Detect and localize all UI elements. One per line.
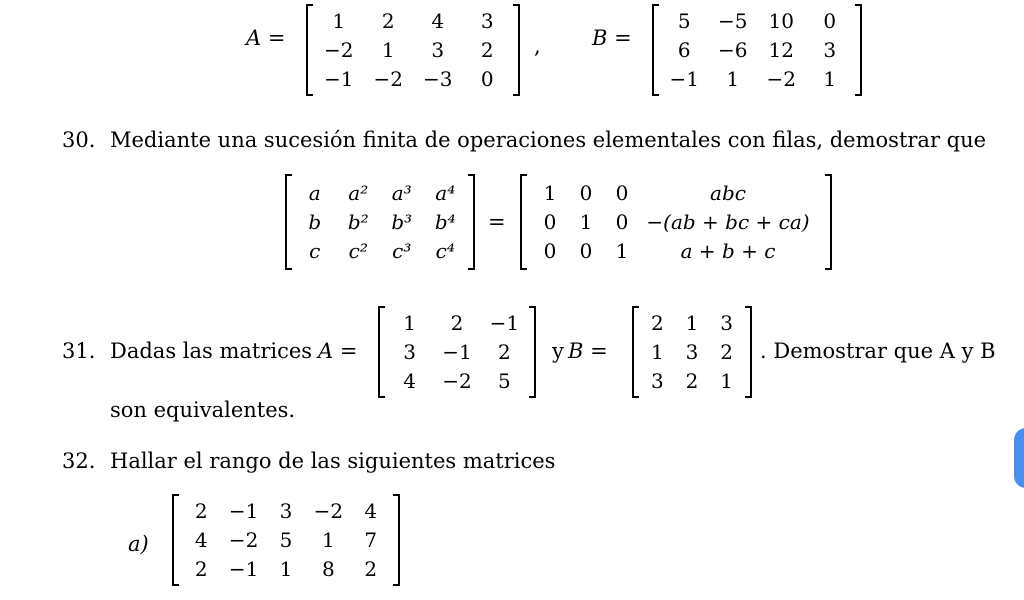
matrix-cell: 3 bbox=[403, 339, 417, 364]
matrix-cell: 2 bbox=[720, 339, 734, 364]
exercise-30-text: Mediante una sucesión finita de operaciones elementales con filas, demostrar que bbox=[110, 128, 987, 152]
matrix-cell: abc bbox=[710, 180, 746, 205]
matrix-cell: 12 bbox=[768, 37, 794, 62]
matrix-cell: −3 bbox=[423, 66, 453, 91]
exercise-32-number: 32. bbox=[62, 449, 96, 473]
matrix-cell: c³ bbox=[392, 238, 412, 263]
matrix-cell: −2 bbox=[228, 527, 259, 552]
matrix-cell: −1 bbox=[669, 66, 699, 91]
exercise-32-matrix bbox=[172, 494, 400, 586]
matrix-cell: 5 bbox=[279, 527, 293, 552]
matrix-cell: 2 bbox=[480, 37, 494, 62]
matrix-cell: 2 bbox=[497, 339, 511, 364]
exercise-31-matrix-b bbox=[632, 306, 752, 398]
matrix-cell: c⁴ bbox=[435, 238, 455, 263]
matrix-cell: −6 bbox=[718, 37, 748, 62]
matrix-cell: −1 bbox=[228, 556, 259, 581]
matrix-cell: c bbox=[309, 238, 321, 263]
matrix-cell: 10 bbox=[768, 8, 794, 33]
matrix-cell: 2 bbox=[381, 8, 395, 33]
matrix-cell: a bbox=[308, 180, 321, 205]
matrix-cell: −1 bbox=[324, 66, 354, 91]
matrix-a bbox=[306, 4, 520, 96]
matrix-cell: 1 bbox=[381, 37, 395, 62]
matrix-cell: a⁴ bbox=[435, 180, 456, 205]
matrix-cell: −1 bbox=[228, 498, 259, 523]
exercise-30-number: 30. bbox=[62, 128, 96, 152]
matrix-cell: 1 bbox=[322, 527, 335, 552]
matrix-cell: b³ bbox=[391, 209, 413, 234]
matrix-cell: 3 bbox=[431, 37, 445, 62]
matrix-cell: 3 bbox=[480, 8, 494, 33]
matrix-cell: 1 bbox=[403, 310, 417, 335]
matrix-cell: 4 bbox=[431, 8, 445, 33]
matrix-cell: 2 bbox=[650, 310, 664, 335]
matrix-cell: 3 bbox=[279, 498, 293, 523]
exercise-32-text: Hallar el rango de las siguientes matrices bbox=[110, 449, 556, 473]
matrix-cell: 0 bbox=[579, 180, 593, 205]
matrix-cell: 0 bbox=[823, 8, 837, 33]
matrix-a-label: A = bbox=[246, 26, 286, 50]
exercise-31-y: y bbox=[552, 339, 564, 363]
exercise-30-left-matrix bbox=[285, 174, 475, 270]
matrix-cell: 1 bbox=[823, 66, 837, 91]
matrix-cell: 2 bbox=[194, 556, 208, 581]
matrix-cell: −5 bbox=[718, 8, 748, 33]
matrix-cell: −2 bbox=[766, 66, 796, 91]
matrix-cell: −2 bbox=[324, 37, 354, 62]
matrix-cell: 4 bbox=[194, 527, 208, 552]
matrix-cell: a² bbox=[348, 180, 369, 205]
matrix-cell: 1 bbox=[685, 310, 699, 335]
matrix-cell: 5 bbox=[677, 8, 691, 33]
comma: , bbox=[534, 34, 541, 58]
exercise-31-text: Dadas las matrices bbox=[110, 339, 313, 363]
exercise-31-label-a: A = bbox=[318, 339, 358, 363]
exercise-31-matrix-a bbox=[378, 306, 536, 398]
matrix-cell: 1 bbox=[650, 339, 664, 364]
matrix-cell: 1 bbox=[726, 66, 740, 91]
matrix-cell: −(ab + bc + ca) bbox=[646, 209, 810, 234]
matrix-cell: 1 bbox=[615, 238, 629, 263]
matrix-cell: 1 bbox=[579, 209, 593, 234]
matrix-cell: b² bbox=[347, 209, 369, 234]
matrix-cell: 3 bbox=[650, 368, 664, 393]
matrix-cell: 2 bbox=[450, 310, 464, 335]
side-panel-tab[interactable] bbox=[1014, 428, 1024, 488]
matrix-cell: 4 bbox=[364, 498, 378, 523]
matrix-cell: 0 bbox=[615, 209, 629, 234]
matrix-cell: 4 bbox=[403, 368, 417, 393]
exercise-30-equals: = bbox=[488, 210, 506, 234]
matrix-cell: a + b + c bbox=[680, 238, 776, 263]
matrix-cell: −2 bbox=[373, 66, 403, 91]
matrix-cell: −1 bbox=[442, 339, 472, 364]
matrix-b bbox=[652, 4, 862, 96]
matrix-cell: −2 bbox=[442, 368, 472, 393]
matrix-cell: 1 bbox=[279, 556, 293, 581]
matrix-cell: 8 bbox=[322, 556, 335, 581]
exercise-31-text-after: . Demostrar que A y B bbox=[760, 339, 996, 363]
matrix-cell: 0 bbox=[579, 238, 593, 263]
matrix-cell: 6 bbox=[677, 37, 691, 62]
matrix-cell: −2 bbox=[313, 498, 344, 523]
matrix-cell: 3 bbox=[823, 37, 837, 62]
matrix-cell: 0 bbox=[480, 66, 494, 91]
matrix-cell: 0 bbox=[543, 238, 557, 263]
exercise-31-text-line2: son equivalentes. bbox=[110, 398, 296, 422]
matrix-cell: 0 bbox=[543, 209, 557, 234]
matrix-cell: a³ bbox=[391, 180, 412, 205]
matrix-cell: b bbox=[308, 209, 322, 234]
matrix-cell: 1 bbox=[543, 180, 557, 205]
exercise-31-number: 31. bbox=[62, 339, 96, 363]
matrix-cell: 2 bbox=[364, 556, 378, 581]
matrix-cell: −1 bbox=[489, 310, 520, 335]
matrix-cell: 3 bbox=[685, 339, 699, 364]
matrix-cell: 7 bbox=[364, 527, 378, 552]
matrix-cell: 3 bbox=[720, 310, 734, 335]
exercise-31-label-b: B = bbox=[568, 339, 608, 363]
matrix-cell: 2 bbox=[194, 498, 208, 523]
matrix-cell: 5 bbox=[497, 368, 511, 393]
exercise-32-item-label: a) bbox=[128, 532, 149, 556]
matrix-cell: b⁴ bbox=[434, 209, 456, 234]
matrix-b-label: B = bbox=[592, 26, 632, 50]
exercise-30-right-matrix bbox=[520, 174, 832, 270]
matrix-cell: c² bbox=[348, 238, 368, 263]
matrix-cell: 2 bbox=[685, 368, 699, 393]
matrix-cell: 1 bbox=[720, 368, 734, 393]
matrix-cell: 0 bbox=[615, 180, 629, 205]
matrix-cell: 1 bbox=[332, 8, 346, 33]
